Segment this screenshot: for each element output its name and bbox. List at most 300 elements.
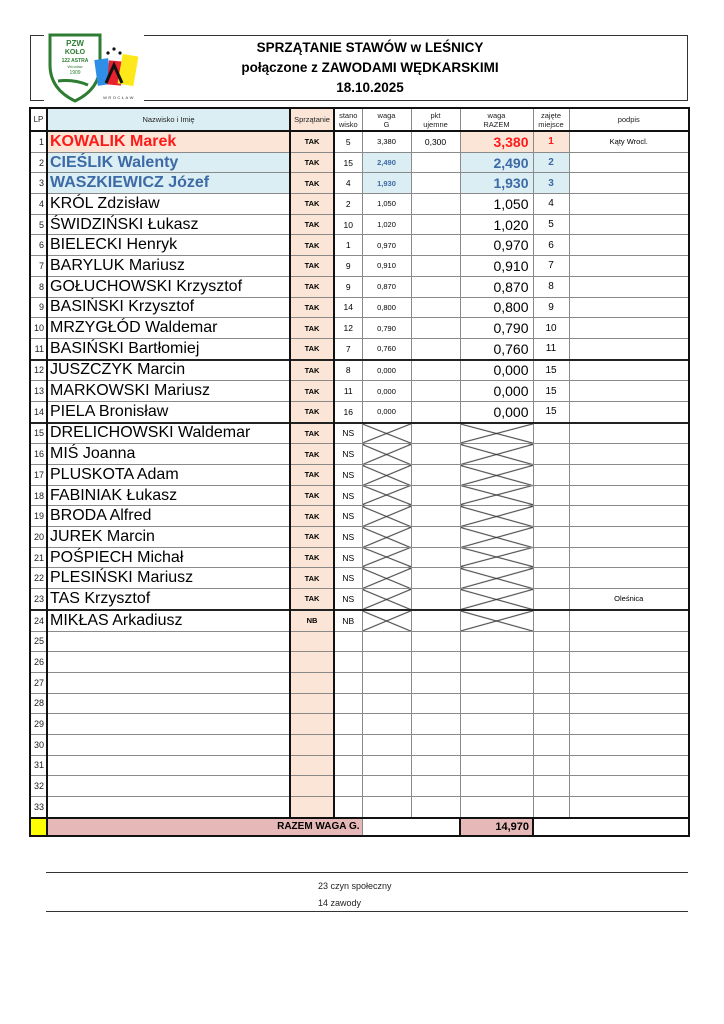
sprzatanie-status: TAK: [290, 506, 334, 527]
table-row: [30, 652, 689, 673]
podpis: [569, 485, 689, 506]
zajete-miejsce: [533, 568, 569, 589]
zajete-miejsce: 5: [533, 214, 569, 235]
waga-g: 1,930: [362, 173, 411, 194]
pkt-ujemne: [411, 755, 460, 776]
participant-name: [47, 631, 290, 652]
pzw-logo-icon: [44, 31, 144, 107]
total-label: RAZEM WAGA G.: [47, 818, 362, 836]
podpis: [569, 755, 689, 776]
participant-name: PLUSKOTA Adam: [47, 465, 290, 486]
waga-g: [362, 485, 411, 506]
podpis: [569, 797, 689, 818]
row-lp: 5: [30, 214, 47, 235]
sprzatanie-status: TAK: [290, 589, 334, 610]
participant-name: BASIŃSKI Krzysztof: [47, 297, 290, 318]
podpis: [569, 776, 689, 797]
sprzatanie-status: TAK: [290, 423, 334, 444]
zajete-miejsce: 10: [533, 318, 569, 339]
podpis: [569, 465, 689, 486]
zajete-miejsce: [533, 485, 569, 506]
pkt-ujemne: [411, 734, 460, 755]
table-row: [30, 297, 689, 318]
participant-name: BIELECKI Henryk: [47, 235, 290, 256]
row-lp: 15: [30, 423, 47, 444]
zajete-miejsce: [533, 506, 569, 527]
title-line-1: SPRZĄTANIE STAWÓW w LEŚNICY: [256, 40, 484, 55]
row-lp: 32: [30, 776, 47, 797]
total-marker: [30, 818, 47, 836]
waga-razem: [460, 734, 533, 755]
waga-g: 0,000: [362, 381, 411, 402]
participant-name: [47, 797, 290, 818]
col-header-pkt-ujemne: pkt ujemne: [411, 108, 460, 131]
stanowisko: 10: [334, 214, 362, 235]
zajete-miejsce: [533, 734, 569, 755]
table-row: [30, 568, 689, 589]
stanowisko: NS: [334, 465, 362, 486]
participant-name: KOWALIK Marek: [47, 131, 290, 152]
participant-name: DRELICHOWSKI Waldemar: [47, 423, 290, 444]
waga-g: 3,380: [362, 131, 411, 152]
row-lp: 25: [30, 631, 47, 652]
waga-g: [362, 568, 411, 589]
waga-g: [362, 610, 411, 631]
sprzatanie-status: TAK: [290, 235, 334, 256]
podpis: [569, 276, 689, 297]
waga-razem: 0,970: [460, 235, 533, 256]
waga-razem: [460, 797, 533, 818]
sprzatanie-status: TAK: [290, 131, 334, 152]
waga-g: [362, 589, 411, 610]
waga-razem: 0,800: [460, 297, 533, 318]
waga-g: 0,790: [362, 318, 411, 339]
waga-razem: 3,380: [460, 131, 533, 152]
stanowisko: NS: [334, 547, 362, 568]
total-blank: [362, 818, 460, 836]
zajete-miejsce: [533, 465, 569, 486]
pkt-ujemne: [411, 173, 460, 194]
table-row: [30, 318, 689, 339]
footer-bottom-rule: [46, 911, 688, 912]
table-row: [30, 714, 689, 735]
stanowisko: NB: [334, 610, 362, 631]
stanowisko: 1: [334, 235, 362, 256]
table-row: [30, 693, 689, 714]
zajete-miejsce: [533, 714, 569, 735]
table-row: [30, 485, 689, 506]
podpis: [569, 338, 689, 359]
stanowisko: NS: [334, 506, 362, 527]
pkt-ujemne: [411, 235, 460, 256]
table-row: [30, 338, 689, 359]
waga-razem: [460, 527, 533, 548]
row-lp: 12: [30, 360, 47, 381]
waga-razem: [460, 423, 533, 444]
podpis: [569, 194, 689, 215]
logo-text-astra: 122 ASTRA: [61, 58, 89, 64]
row-lp: 4: [30, 194, 47, 215]
podpis: [569, 173, 689, 194]
stanowisko: [334, 755, 362, 776]
stanowisko: 5: [334, 131, 362, 152]
stanowisko: [334, 672, 362, 693]
podpis: [569, 506, 689, 527]
waga-razem: [460, 652, 533, 673]
zajete-miejsce: 8: [533, 276, 569, 297]
waga-razem: [460, 755, 533, 776]
pkt-ujemne: [411, 672, 460, 693]
waga-razem: [460, 506, 533, 527]
podpis: [569, 631, 689, 652]
stanowisko: 12: [334, 318, 362, 339]
row-lp: 7: [30, 256, 47, 277]
waga-g: [362, 755, 411, 776]
pkt-ujemne: [411, 152, 460, 173]
sprzatanie-status: [290, 734, 334, 755]
row-lp: 2: [30, 152, 47, 173]
stanowisko: 14: [334, 297, 362, 318]
sprzatanie-status: TAK: [290, 527, 334, 548]
stanowisko: [334, 734, 362, 755]
table-row: [30, 173, 689, 194]
table-row: [30, 672, 689, 693]
sprzatanie-status: [290, 776, 334, 797]
participant-name: [47, 755, 290, 776]
podpis: [569, 360, 689, 381]
stanowisko: NS: [334, 423, 362, 444]
footer-note-competition: 14 zawody: [318, 898, 362, 908]
waga-g: [362, 465, 411, 486]
participant-name: [47, 652, 290, 673]
sprzatanie-status: TAK: [290, 194, 334, 215]
club-logo: [44, 31, 144, 107]
podpis: [569, 547, 689, 568]
zajete-miejsce: [533, 589, 569, 610]
pkt-ujemne: [411, 381, 460, 402]
waga-razem: [460, 776, 533, 797]
sprzatanie-status: TAK: [290, 276, 334, 297]
stanowisko: [334, 714, 362, 735]
stanowisko: [334, 797, 362, 818]
waga-razem: 2,490: [460, 152, 533, 173]
zajete-miejsce: 9: [533, 297, 569, 318]
waga-razem: [460, 672, 533, 693]
sprzatanie-status: [290, 714, 334, 735]
pkt-ujemne: [411, 547, 460, 568]
sprzatanie-status: TAK: [290, 444, 334, 465]
pkt-ujemne: [411, 631, 460, 652]
waga-g: [362, 797, 411, 818]
waga-razem: 1,930: [460, 173, 533, 194]
waga-razem: [460, 610, 533, 631]
zajete-miejsce: [533, 797, 569, 818]
row-lp: 30: [30, 734, 47, 755]
waga-razem: 0,870: [460, 276, 533, 297]
waga-razem: 0,000: [460, 360, 533, 381]
table-row: [30, 589, 689, 610]
row-lp: 13: [30, 381, 47, 402]
sprzatanie-status: TAK: [290, 173, 334, 194]
table-row: [30, 547, 689, 568]
table-row: [30, 423, 689, 444]
waga-g: [362, 631, 411, 652]
waga-g: 0,760: [362, 338, 411, 359]
participant-name: ŚWIDZIŃSKI Łukasz: [47, 214, 290, 235]
row-lp: 16: [30, 444, 47, 465]
table-row: [30, 610, 689, 631]
total-row: [30, 818, 689, 836]
podpis: [569, 652, 689, 673]
sprzatanie-status: [290, 797, 334, 818]
zajete-miejsce: [533, 444, 569, 465]
waga-g: 0,910: [362, 256, 411, 277]
podpis: Oleśnica: [569, 589, 689, 610]
waga-g: [362, 693, 411, 714]
logo-text-kolo: KOŁO: [64, 49, 86, 56]
zajete-miejsce: [533, 631, 569, 652]
row-lp: 31: [30, 755, 47, 776]
pkt-ujemne: [411, 423, 460, 444]
podpis: [569, 714, 689, 735]
pkt-ujemne: [411, 297, 460, 318]
stanowisko: NS: [334, 589, 362, 610]
waga-razem: [460, 444, 533, 465]
logo-text-pzw: PZW: [66, 39, 84, 48]
participant-name: GOŁUCHOWSKI Krzysztof: [47, 276, 290, 297]
podpis: [569, 568, 689, 589]
stanowisko: [334, 631, 362, 652]
podpis: [569, 527, 689, 548]
waga-razem: 0,910: [460, 256, 533, 277]
pkt-ujemne: [411, 776, 460, 797]
pkt-ujemne: [411, 797, 460, 818]
zajete-miejsce: 3: [533, 173, 569, 194]
waga-razem: [460, 547, 533, 568]
table-row: [30, 360, 689, 381]
pkt-ujemne: [411, 360, 460, 381]
zajete-miejsce: [533, 652, 569, 673]
stanowisko: 4: [334, 173, 362, 194]
participant-name: [47, 734, 290, 755]
table-row: [30, 131, 689, 152]
zajete-miejsce: [533, 693, 569, 714]
participant-name: POŚPIECH Michał: [47, 547, 290, 568]
sprzatanie-status: [290, 693, 334, 714]
total-blank: [533, 818, 689, 836]
table-header-row: [30, 108, 689, 131]
row-lp: 10: [30, 318, 47, 339]
participant-name: BARYLUK Mariusz: [47, 256, 290, 277]
col-header-waga-g: waga G: [362, 108, 411, 131]
row-lp: 18: [30, 485, 47, 506]
waga-g: [362, 776, 411, 797]
pkt-ujemne: [411, 589, 460, 610]
table-row: [30, 214, 689, 235]
waga-g: 0,870: [362, 276, 411, 297]
participant-name: BRODA Alfred: [47, 506, 290, 527]
stanowisko: NS: [334, 485, 362, 506]
row-lp: 29: [30, 714, 47, 735]
sprzatanie-status: TAK: [290, 401, 334, 422]
participant-name: WASZKIEWICZ Józef: [47, 173, 290, 194]
sprzatanie-status: TAK: [290, 338, 334, 359]
table-row: [30, 152, 689, 173]
podpis: [569, 152, 689, 173]
table-row: [30, 797, 689, 818]
pkt-ujemne: [411, 714, 460, 735]
pkt-ujemne: [411, 214, 460, 235]
zajete-miejsce: 1: [533, 131, 569, 152]
stanowisko: NS: [334, 444, 362, 465]
waga-razem: [460, 589, 533, 610]
row-lp: 9: [30, 297, 47, 318]
waga-razem: [460, 568, 533, 589]
waga-razem: 0,760: [460, 338, 533, 359]
row-lp: 28: [30, 693, 47, 714]
footer-note-cleanup: 23 czyn społeczny: [318, 881, 392, 891]
pkt-ujemne: [411, 693, 460, 714]
zajete-miejsce: 15: [533, 381, 569, 402]
table-row: [30, 194, 689, 215]
col-header-podpis: podpis: [569, 108, 689, 131]
row-lp: 26: [30, 652, 47, 673]
row-lp: 3: [30, 173, 47, 194]
table-row: [30, 506, 689, 527]
pkt-ujemne: [411, 338, 460, 359]
row-lp: 1: [30, 131, 47, 152]
col-header-lp: LP: [30, 108, 47, 131]
stanowisko: 7: [334, 338, 362, 359]
stanowisko: [334, 693, 362, 714]
row-lp: 11: [30, 338, 47, 359]
waga-razem: [460, 631, 533, 652]
table-row: [30, 776, 689, 797]
pkt-ujemne: [411, 256, 460, 277]
sprzatanie-status: TAK: [290, 152, 334, 173]
waga-g: 0,000: [362, 401, 411, 422]
row-lp: 24: [30, 610, 47, 631]
sprzatanie-status: [290, 652, 334, 673]
waga-g: 0,800: [362, 297, 411, 318]
row-lp: 14: [30, 401, 47, 422]
pkt-ujemne: [411, 401, 460, 422]
waga-g: [362, 734, 411, 755]
zajete-miejsce: [533, 610, 569, 631]
logo-text-year: 1909: [69, 70, 81, 76]
col-header-stanowisko: stano wisko: [334, 108, 362, 131]
row-lp: 21: [30, 547, 47, 568]
zajete-miejsce: [533, 527, 569, 548]
zajete-miejsce: [533, 547, 569, 568]
participant-name: MIKŁAS Arkadiusz: [47, 610, 290, 631]
sprzatanie-status: [290, 672, 334, 693]
waga-g: 1,050: [362, 194, 411, 215]
stanowisko: 11: [334, 381, 362, 402]
sprzatanie-status: TAK: [290, 360, 334, 381]
stanowisko: [334, 652, 362, 673]
table-row: [30, 256, 689, 277]
table-row: [30, 734, 689, 755]
table-row: [30, 401, 689, 422]
sprzatanie-status: TAK: [290, 318, 334, 339]
waga-g: [362, 672, 411, 693]
sprzatanie-status: TAK: [290, 547, 334, 568]
pkt-ujemne: [411, 276, 460, 297]
participant-name: JUSZCZYK Marcin: [47, 360, 290, 381]
table-row: [30, 276, 689, 297]
sprzatanie-status: [290, 631, 334, 652]
podpis: [569, 214, 689, 235]
col-header-sprzatanie: Sprzątanie: [290, 108, 334, 131]
podpis: [569, 444, 689, 465]
row-lp: 27: [30, 672, 47, 693]
footer-top-rule: [46, 872, 688, 873]
waga-g: 1,020: [362, 214, 411, 235]
zajete-miejsce: [533, 776, 569, 797]
participant-name: MRZYGŁÓD Waldemar: [47, 318, 290, 339]
pkt-ujemne: [411, 506, 460, 527]
podpis: [569, 734, 689, 755]
zajete-miejsce: 15: [533, 360, 569, 381]
waga-g: [362, 547, 411, 568]
podpis: [569, 297, 689, 318]
table-row: [30, 631, 689, 652]
waga-razem: [460, 714, 533, 735]
waga-g: 2,490: [362, 152, 411, 173]
podpis: [569, 423, 689, 444]
waga-g: [362, 506, 411, 527]
pkt-ujemne: [411, 444, 460, 465]
zajete-miejsce: 15: [533, 401, 569, 422]
row-lp: 19: [30, 506, 47, 527]
zajete-miejsce: [533, 755, 569, 776]
podpis: [569, 693, 689, 714]
table-row: [30, 465, 689, 486]
pkt-ujemne: [411, 568, 460, 589]
row-lp: 8: [30, 276, 47, 297]
table-row: [30, 235, 689, 256]
participant-name: PLESIŃSKI Mariusz: [47, 568, 290, 589]
sprzatanie-status: TAK: [290, 297, 334, 318]
pkt-ujemne: [411, 485, 460, 506]
pkt-ujemne: [411, 610, 460, 631]
waga-razem: [460, 693, 533, 714]
stanowisko: 8: [334, 360, 362, 381]
table-row: [30, 381, 689, 402]
pkt-ujemne: [411, 465, 460, 486]
participant-name: PIELA Bronisław: [47, 401, 290, 422]
waga-razem: 1,020: [460, 214, 533, 235]
stanowisko: [334, 776, 362, 797]
pkt-ujemne: [411, 194, 460, 215]
row-lp: 33: [30, 797, 47, 818]
podpis: [569, 610, 689, 631]
podpis: [569, 672, 689, 693]
row-lp: 17: [30, 465, 47, 486]
participant-name: [47, 672, 290, 693]
stanowisko: 9: [334, 276, 362, 297]
stanowisko: NS: [334, 527, 362, 548]
col-header-waga-razem: waga RAZEM: [460, 108, 533, 131]
row-lp: 6: [30, 235, 47, 256]
stanowisko: NS: [334, 568, 362, 589]
row-lp: 20: [30, 527, 47, 548]
podpis: [569, 256, 689, 277]
zajete-miejsce: 2: [533, 152, 569, 173]
participant-name: TAS Krzysztof: [47, 589, 290, 610]
waga-razem: 1,050: [460, 194, 533, 215]
